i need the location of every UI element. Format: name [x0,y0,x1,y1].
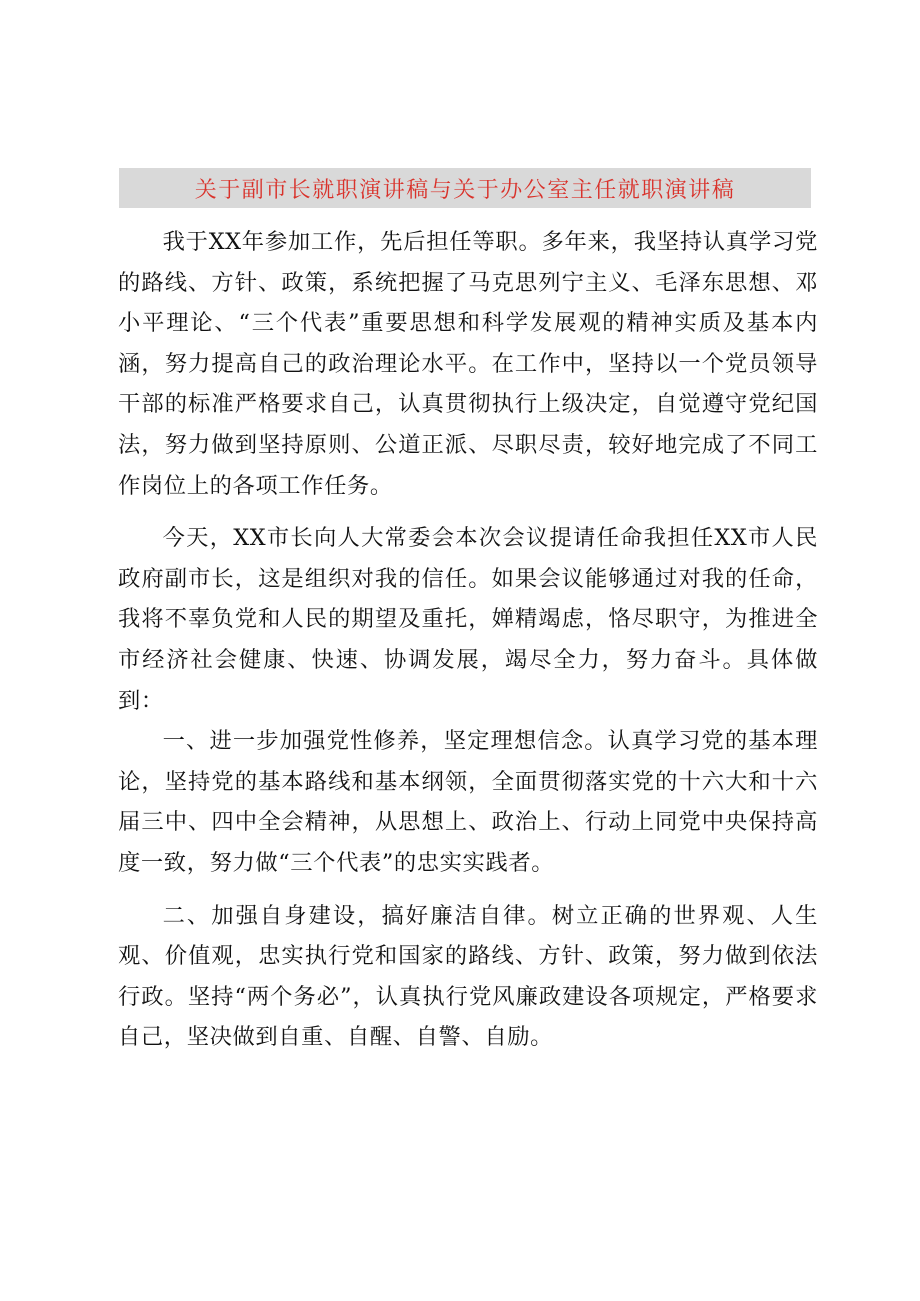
document-title: 关于副市长就职演讲稿与关于办公室主任就职演讲稿 [194,177,736,203]
document-body [118,222,818,1058]
paragraph-point-two: 二、加强自身建设，搞好廉洁自律。树立正确的世界观、人生观、价值观，忠实执行党和国家的路线、方针、政策，努力做到依法行政。坚持“两个务必”，认真执行党风廉政建设各项规定，严格要求自己，坚决做到自重、自醒、自警、自励。 [118,902,818,1051]
paragraph-point-one: 一、进一步加强党性修养，坚定理想信念。认真学习党的基本理论，坚持党的基本路线和基本纲领，全面贯彻落实党的十六大和十六届三中、四中全会精神，从思想上、政治上、行动上同党中央保持高度一致，努力做“三个代表”的忠实实践者。 [118,728,818,876]
paragraph-appointment: 今天，XX市长向人大常委会本次会议提请任命我担任XX市人民政府副市长，这是组织对我的信任。如果会议能够通过对我的任命，我将不辜负党和人民的期望及重托，婵精竭虑，恪尽职守，为推进全市经济社会健康、快速、协调发展，竭尽全力，努力奋斗。具体做到： [118,525,818,714]
title-banner [119,168,811,208]
paragraph-intro: 我于XX年参加工作，先后担任等职。多年来，我坚持认真学习党的路线、方针、政策，系统把握了马克思列宁主义、毛泽东思想、邓小平理论、“三个代表”重要思想和科学发展观的精神实质及基本内涵，努力提高自己的政治理论水平。在工作中，坚持以一个党员领导干部的标准严格要求自己，认真贯彻执行上级决定，自觉遵守党纪国法，努力做到坚持原则、公道正派、尽职尽责，较好地完成了不同工作岗位上的各项工作任务。 [118,229,818,499]
